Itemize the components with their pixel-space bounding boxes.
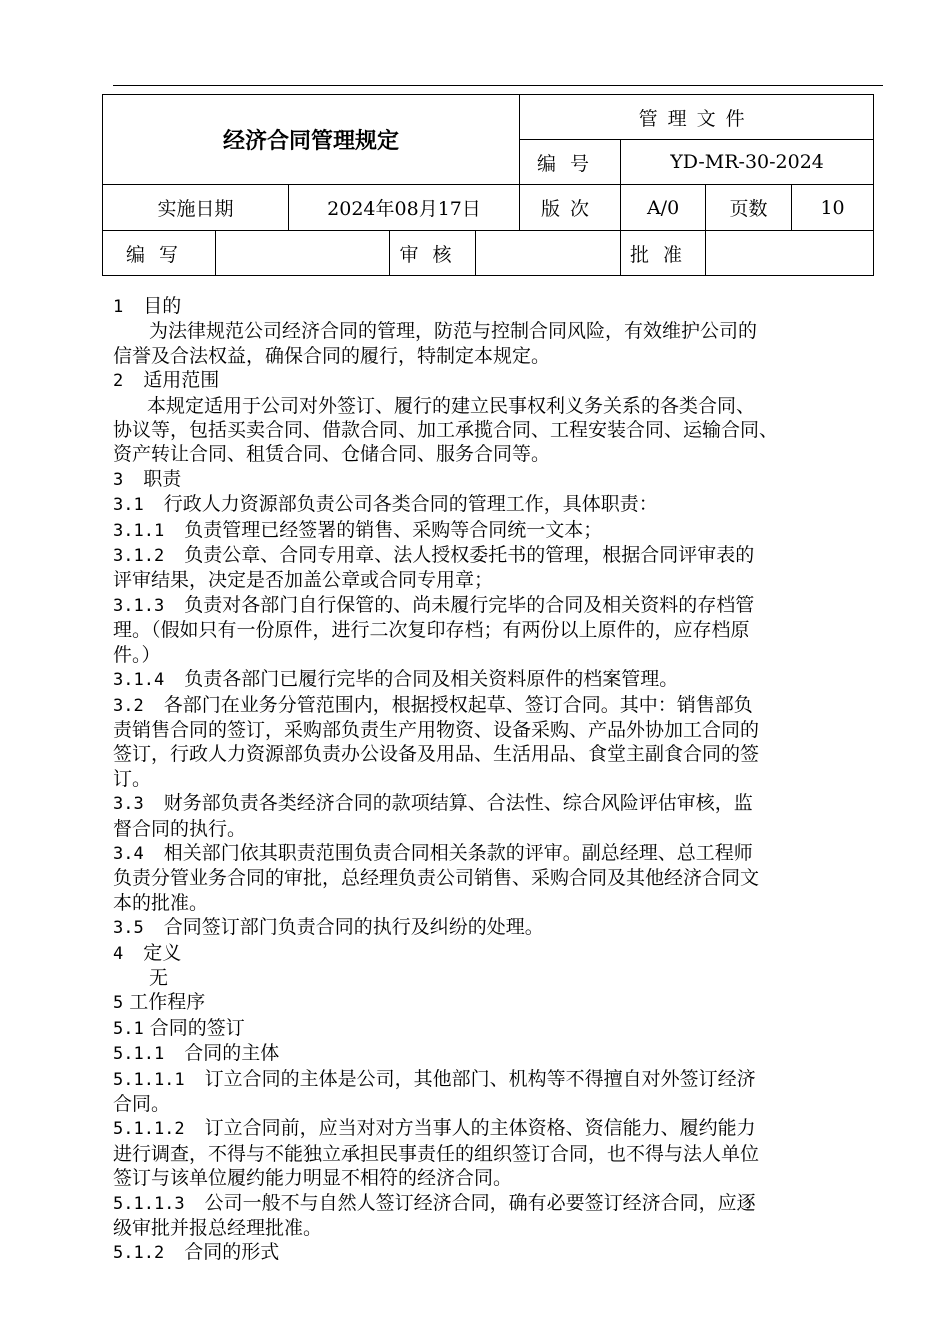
body-text: 签订与该单位履约能力明显不相符的经济合同。 [113,1167,513,1190]
body-line [113,418,903,442]
version-value: A/0 [621,185,706,231]
section-heading: 定义 [143,941,182,964]
section-heading: 适用范围 [143,369,220,392]
body-line [113,543,903,568]
body-line [113,791,903,816]
section-number: 3.3 [113,794,144,815]
pages-value: 10 [792,185,874,231]
section-number: 5.1.1.2 [113,1119,185,1140]
number-value: YD-MR-30-2024 [621,140,874,185]
section-number: 3.4 [113,843,144,864]
body-text: 评审结果，决定是否加盖公章或合同专用章； [113,569,494,592]
body-text: 订立合同的主体是公司，其他部门、机构等不得擅自对外签订经济 [204,1067,756,1090]
body-text: 行政人力资源部负责公司各类合同的管理工作，具体职责： [163,493,658,516]
body-line [113,344,903,368]
body-line [113,467,903,492]
body-text: 级审批并报总经理批准。 [113,1217,323,1240]
section-number: 3.1.3 [113,595,165,616]
body-line [113,643,903,667]
section-number: 1 [113,297,124,317]
body-text: 责销售合同的签订，采购部负责生产用物资、设备采购、产品外协加工合同的 [113,718,760,741]
body-text: 负责各部门已履行完毕的合同及相关资料原件的档案管理。 [184,668,679,691]
body-text: 订。 [113,767,152,790]
document-type: 管理文件 [520,95,874,140]
section-number: 5 [113,993,124,1014]
body-text: 协议等，包括买卖合同、借款合同、加工承揽合同、工程安装合同、运输合同、 [113,419,779,442]
body-line [113,368,903,393]
body-line [113,618,903,642]
section-number: 3.1.1 [113,520,165,541]
body-line [113,319,903,343]
body-line [113,990,903,1015]
section-number: 3 [113,469,124,490]
body-line [113,294,903,319]
date-label: 实施日期 [103,185,289,231]
body-text: 各部门在业务分管范围内，根据授权起草、签订合同。其中：销售部负 [163,693,753,716]
reviewer-label: 审核 [390,231,476,276]
body-text: 合同的形式 [184,1241,280,1264]
body-text: 负责管理已经签署的销售、采购等合同统一文本； [184,518,603,541]
section-number: 5.1.1.1 [113,1069,185,1090]
date-value: 2024年08月17日 [289,185,520,231]
body-line [113,1166,903,1190]
section-number: 4 [113,943,124,964]
body-line [113,568,903,592]
body-text: 理。（假如只有一份原件，进行二次复印存档；有两份以上原件的，应存档原 [113,619,750,642]
body-line [113,891,903,915]
document-title: 经济合同管理规定 [103,95,520,185]
document-header-table [102,94,874,276]
body-line [113,1067,903,1092]
body-line [113,394,903,418]
section-number: 3.1.4 [113,670,165,691]
body-line [113,518,903,543]
writer-value [216,231,390,276]
body-text: 合同。 [113,1093,171,1115]
body-text: 为法律规范公司经济合同的管理，防范与控制合同风险，有效维护公司的 [149,320,758,343]
body-line [113,1240,903,1265]
body-text: 本规定适用于公司对外签订、履行的建立民事权利义务关系的各类合同、 [147,394,756,417]
section-heading: 合同的签订 [149,1016,245,1039]
body-text: 公司一般不与自然人签订经济合同，确有必要签订经济合同，应逐 [204,1191,756,1214]
document-body [113,294,903,1266]
body-line [113,593,903,618]
body-text: 负责对各部门自行保管的、尚未履行完毕的合同及相关资料的存档管 [184,593,755,616]
section-heading: 职责 [143,467,182,490]
writer-label: 编写 [103,231,216,276]
section-number: 5.1 [113,1018,144,1039]
body-line [113,817,903,841]
body-line [113,1041,903,1066]
body-line [113,1116,903,1141]
body-line [113,915,903,940]
body-text: 信誉及合法权益，确保合同的履行，特制定本规定。 [113,344,551,367]
section-number: 3.1.2 [113,546,165,567]
body-line [113,1142,903,1166]
body-line [113,718,903,742]
body-text: 进行调查，不得与不能独立承担民事责任的组织签订合同，也不得与法人单位 [113,1142,760,1165]
section-heading: 工作程序 [129,991,206,1014]
body-text: 件。） [113,643,161,666]
section-number: 5.1.1.3 [113,1193,185,1214]
number-label: 编号 [520,140,621,185]
body-text: 本的批准。 [113,891,209,914]
body-line [113,767,903,791]
section-number: 5.1.1 [113,1044,165,1065]
body-text: 订立合同前，应当对对方当事人的主体资格、资信能力、履约能力 [204,1117,756,1140]
approver-value [706,231,874,276]
body-line [113,941,903,966]
reviewer-value [476,231,621,276]
body-line [113,1191,903,1216]
pages-label: 页数 [706,185,792,231]
section-heading: 目的 [143,295,182,317]
body-text: 负责分管业务合同的审批，总经理负责公司销售、采购合同及其他经济合同文 [113,867,760,890]
body-text: 资产转让合同、租赁合同、仓储合同、服务合同等。 [113,443,551,466]
body-line [113,492,903,517]
body-text: 合同的主体 [184,1042,280,1065]
body-text: 负责公章、合同专用章、法人授权委托书的管理，根据合同评审表的 [184,544,755,567]
body-text: 无 [149,966,169,989]
body-text: 督合同的执行。 [113,817,247,840]
body-line [113,866,903,890]
body-line [113,742,903,766]
body-line [113,1092,903,1116]
header-top-rule [113,85,883,86]
body-line [113,841,903,866]
body-line [113,1016,903,1041]
body-text: 签订，行政人力资源部负责办公设备及用品、生活用品、食堂主副食合同的签 [113,743,760,766]
body-line [113,442,903,466]
body-line [113,693,903,718]
body-text: 合同签订部门负责合同的执行及纠纷的处理。 [163,916,544,939]
approver-label: 批准 [621,231,706,276]
body-line [113,966,903,990]
body-line [113,667,903,692]
section-number: 5.1.2 [113,1243,165,1264]
body-text: 财务部负责各类经济合同的款项结算、合法性、综合风险评估审核，监 [163,792,753,815]
section-number: 3.5 [113,918,144,939]
section-number: 3.2 [113,695,144,716]
body-text: 相关部门依其职责范围负责合同相关条款的评审。副总经理、总工程师 [163,841,753,864]
version-label: 版次 [520,185,621,231]
body-line [113,1216,903,1240]
section-number: 3.1 [113,495,144,516]
section-number: 2 [113,371,124,392]
